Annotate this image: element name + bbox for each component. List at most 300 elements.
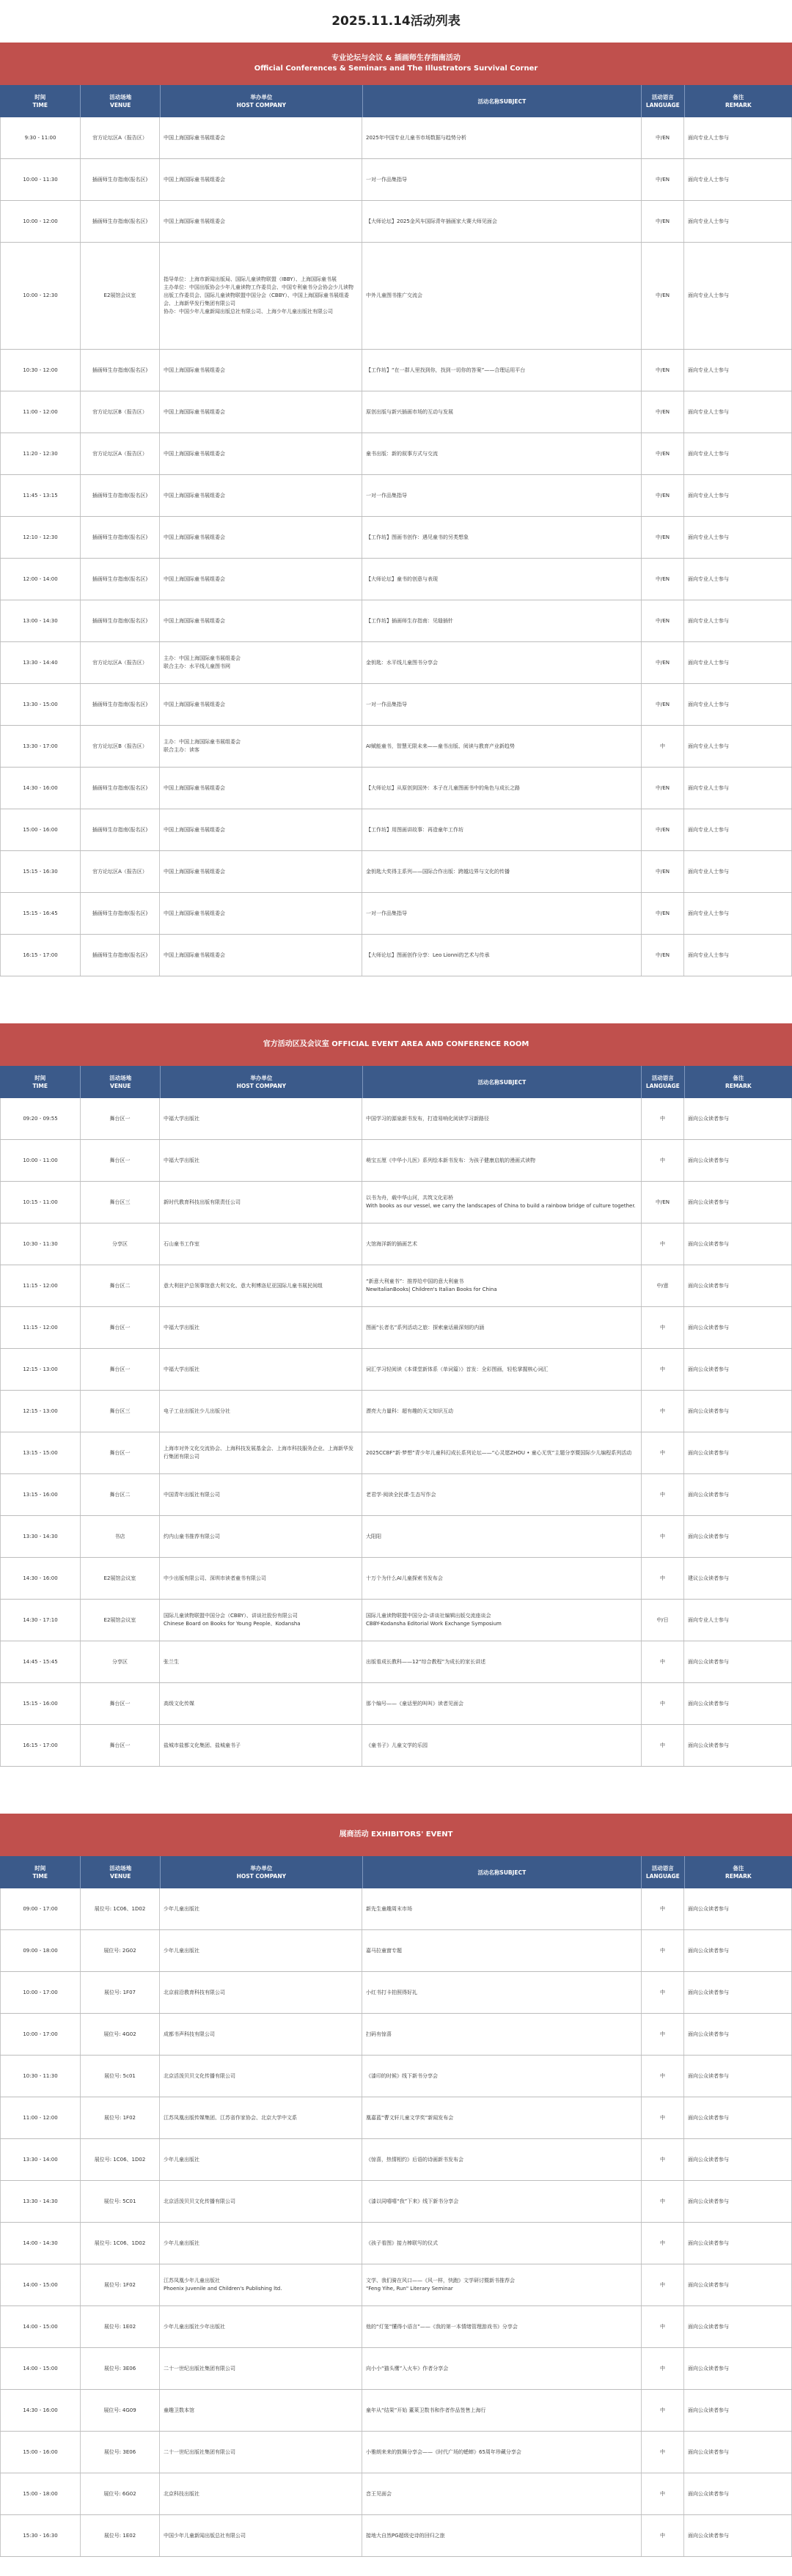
time-cell-text: 10:30 - 11:30 xyxy=(23,2072,58,2079)
header-subject xyxy=(363,1066,642,1098)
time-cell-text: 13:30 - 14:30 xyxy=(23,2198,58,2204)
subject-cell-text: 金钥匙大奖得主系列——国际合作出版：跨越边界与文化的传播 xyxy=(366,868,510,875)
remark-cell-text: 面向公众读者参与 xyxy=(688,1533,729,1539)
language-cell-text: 中 xyxy=(660,1947,665,1954)
subject-cell-text: 【大师论坛】2025金风车国际青年插画家大赛大师见面会 xyxy=(366,218,497,224)
time-cell xyxy=(0,642,81,683)
venue-cell-text: 展位号: 1F02 xyxy=(104,2114,136,2121)
host-cell xyxy=(160,2390,362,2431)
remark-cell xyxy=(684,2348,792,2389)
venue-cell xyxy=(81,2139,160,2180)
venue-cell-text: 展位号: 1C06、1D02 xyxy=(94,2240,146,2246)
remark-cell xyxy=(684,642,792,683)
header-label-cn: 活动场地 xyxy=(109,1075,132,1081)
header-time xyxy=(0,1066,81,1098)
venue-cell-text: 分享区 xyxy=(112,1658,128,1665)
section-title-en: Official Conferences & Seminars and The Illustrators Survival Corner xyxy=(254,65,538,73)
table-row xyxy=(0,1307,792,1349)
time-cell-text: 16:15 - 17:00 xyxy=(23,952,58,958)
remark-cell-text: 面向公众读者参与 xyxy=(688,2072,729,2079)
header-label-en: TIME xyxy=(32,1873,48,1880)
time-cell-text: 13:30 - 14:00 xyxy=(23,2156,58,2163)
host-cell xyxy=(160,1558,362,1599)
venue-cell-text: 插画师生存指南(报名区) xyxy=(92,176,148,183)
table-header xyxy=(0,85,792,117)
time-cell-text: 10:00 - 17:00 xyxy=(23,2031,58,2037)
table-row xyxy=(0,2014,792,2056)
subject-cell-text: AI赋能童书，智慧无限未来——童书出版、阅读与教育产业新趋势 xyxy=(366,743,515,749)
table-row xyxy=(0,2348,792,2390)
remark-cell xyxy=(684,1140,792,1181)
host-cell-text: 二十一世纪出版社集团有限公司 xyxy=(164,2365,235,2371)
remark-cell-text: 面向专业人士参与 xyxy=(688,1616,729,1623)
venue-cell xyxy=(81,2515,160,2556)
subject-cell-text: 大阳阳 xyxy=(366,1533,381,1539)
remark-cell xyxy=(684,1391,792,1432)
host-cell xyxy=(160,475,362,516)
time-cell xyxy=(0,809,81,850)
remark-cell xyxy=(684,1641,792,1682)
host-cell xyxy=(160,391,362,433)
header-label-en: VENUE xyxy=(110,1873,131,1880)
language-cell xyxy=(642,2515,684,2556)
venue-cell xyxy=(81,243,160,349)
subject-cell-text: 【工作坊】“在一群人里找到你，找到一切你的答案”——合理运用平台 xyxy=(366,367,526,373)
remark-cell-text: 面向专业人士参与 xyxy=(688,176,729,183)
time-cell xyxy=(0,517,81,558)
venue-cell xyxy=(81,2432,160,2473)
remark-cell-text: 面向公众读者参与 xyxy=(688,2365,729,2371)
subject-cell xyxy=(362,1307,642,1348)
language-cell xyxy=(642,935,684,976)
venue-cell-text: 展位号: 5C01 xyxy=(103,2198,136,2204)
venue-cell xyxy=(81,1223,160,1265)
header-label-cn: 时间 xyxy=(34,1865,46,1872)
language-cell-text: 中 xyxy=(660,1115,665,1122)
table-header xyxy=(0,1856,792,1888)
remark-cell xyxy=(684,475,792,516)
language-cell xyxy=(642,2306,684,2347)
venue-cell-text: 官方论坛区A（报告区） xyxy=(92,134,147,141)
subject-cell xyxy=(362,350,642,391)
time-cell xyxy=(0,726,81,767)
time-cell xyxy=(0,2432,81,2473)
table-row xyxy=(0,2097,792,2139)
time-cell-text: 15:15 - 16:00 xyxy=(23,1700,58,1707)
time-cell-text: 14:00 - 15:00 xyxy=(23,2365,58,2371)
subject-cell xyxy=(362,2139,642,2180)
remark-cell xyxy=(684,1683,792,1724)
remark-cell-text: 面向专业人士参与 xyxy=(688,826,729,833)
host-cell-text: 中福大学出版社 xyxy=(164,1324,199,1331)
remark-cell xyxy=(684,1725,792,1766)
host-cell xyxy=(160,2014,362,2055)
header-venue xyxy=(81,1066,161,1098)
venue-cell-text: 展位号: 5c01 xyxy=(104,2072,136,2079)
host-cell-text: 石山童书工作室 xyxy=(164,1240,199,1247)
language-cell xyxy=(642,243,684,349)
subject-cell xyxy=(362,2264,642,2305)
time-cell xyxy=(0,2223,81,2264)
subject-cell xyxy=(362,475,642,516)
subject-cell xyxy=(362,2181,642,2222)
host-cell xyxy=(160,1683,362,1724)
venue-cell xyxy=(81,935,160,976)
table-row xyxy=(0,726,792,768)
host-cell xyxy=(160,1972,362,2013)
language-cell-text: 中 xyxy=(660,1491,665,1498)
table-row xyxy=(0,1391,792,1432)
subject-cell-text: 中国学习的源泉新书发布，打造易响化阅读学习新路径 xyxy=(366,1115,489,1122)
time-cell-text: 15:15 - 16:30 xyxy=(23,868,58,875)
header-label-cn: 活动场地 xyxy=(109,1865,132,1872)
venue-cell-text: 展位号: 1C06、1D02 xyxy=(94,2156,146,2163)
time-cell xyxy=(0,1888,81,1929)
host-cell xyxy=(160,2056,362,2097)
time-cell-text: 09:00 - 17:00 xyxy=(23,1905,58,1912)
subject-cell xyxy=(362,1725,642,1766)
language-cell xyxy=(642,433,684,474)
venue-cell xyxy=(81,2097,160,2138)
host-cell xyxy=(160,2181,362,2222)
host-cell-text: 江苏凤凰出版传媒集团、江苏省作家协会、北京大学中文系 xyxy=(164,2114,297,2121)
host-cell xyxy=(160,851,362,892)
subject-cell-text: 《漆以同嘻嘻“我”下来》线下新书分享会 xyxy=(366,2198,459,2204)
time-cell xyxy=(0,1265,81,1306)
host-cell xyxy=(160,2432,362,2473)
subject-cell xyxy=(362,117,642,158)
time-cell-text: 14:30 - 16:00 xyxy=(23,1575,58,1581)
remark-cell xyxy=(684,201,792,242)
host-cell-text: 中国上海国际童书展组委会 xyxy=(164,408,225,415)
subject-cell xyxy=(362,1182,642,1223)
host-cell xyxy=(160,559,362,600)
subject-cell-text: 一对一作品集指导 xyxy=(366,910,407,916)
header-label-cn: 举办单位 xyxy=(250,94,273,100)
table-row xyxy=(0,433,792,475)
host-cell-text: 指导单位：上海市新闻出版局、国际儿童读物联盟（IBBY）、上海国际童书展 主办单位：中国出版协会少年儿童读物工作委员会、中国专利童书分会协会少儿读物出版工作委员会、国际儿童读物联盟中国分会（CBBY）、中国上海国际童书展组委会、上海新华发行集团有限公司 协办：中国少年儿童新闻出版总社有限公司、上海少年儿童出版社有限公司 xyxy=(164,276,353,314)
table-row xyxy=(0,475,792,517)
language-cell-text: 中 xyxy=(660,1658,665,1665)
time-cell-text: 10:00 - 11:30 xyxy=(23,176,58,183)
language-cell-text: 中/EN xyxy=(655,367,670,373)
language-cell xyxy=(642,600,684,641)
remark-cell xyxy=(684,600,792,641)
remark-cell xyxy=(684,1930,792,1971)
header-language xyxy=(642,1066,685,1098)
table-row xyxy=(0,642,792,684)
header-label-cn: 活动语言 xyxy=(651,1075,674,1081)
host-cell xyxy=(160,1182,362,1223)
host-cell xyxy=(160,1349,362,1390)
time-cell-text: 12:15 - 13:00 xyxy=(23,1407,58,1414)
venue-cell xyxy=(81,1349,160,1390)
venue-cell xyxy=(81,642,160,683)
host-cell-text: 中国上海国际童书展组委会 xyxy=(164,176,225,183)
language-cell-text: 中/EN xyxy=(655,408,670,415)
host-cell-text: 二十一世纪出版社集团有限公司 xyxy=(164,2448,235,2455)
language-cell xyxy=(642,159,684,200)
header-label: 活动名称SUBJECT xyxy=(477,97,527,105)
venue-cell-text: 展位号: 1F02 xyxy=(104,2281,136,2288)
language-cell xyxy=(642,201,684,242)
table-row xyxy=(0,935,792,976)
subject-cell-text: 【工作坊】图画书创作：遇见童书的另类想象 xyxy=(366,534,469,540)
time-cell-text: 13:30 - 15:00 xyxy=(23,701,58,707)
venue-cell-text: 舞台区一 xyxy=(109,1324,131,1331)
subject-cell xyxy=(362,1683,642,1724)
table-row xyxy=(0,517,792,559)
host-cell xyxy=(160,768,362,809)
venue-cell xyxy=(81,391,160,433)
venue-cell xyxy=(81,1432,160,1473)
subject-cell-text: 【大师论坛】童书的创意与表现 xyxy=(366,575,438,582)
remark-cell xyxy=(684,1474,792,1515)
time-cell-text: 13:30 - 14:30 xyxy=(23,1533,58,1539)
host-cell xyxy=(160,2515,362,2556)
host-cell xyxy=(160,2264,362,2305)
language-cell-text: 中 xyxy=(660,2365,665,2371)
remark-cell-text: 面向公众读者参与 xyxy=(688,2490,729,2497)
venue-cell-text: 展位号: 6G02 xyxy=(103,2490,136,2497)
venue-cell-text: 分享区 xyxy=(112,1240,128,1247)
time-cell xyxy=(0,2306,81,2347)
subject-cell-text: “新意大利童书”：推荐给中国的意大利童书 NewItalianBooks| Children's Italian Books for China xyxy=(366,1278,497,1292)
language-cell-text: 中 xyxy=(660,743,665,749)
host-cell-text: 北京科技出版社 xyxy=(164,2490,199,2497)
remark-cell xyxy=(684,893,792,934)
time-cell-text: 14:00 - 14:30 xyxy=(23,2240,58,2246)
remark-cell-text: 面向公众读者参与 xyxy=(688,2114,729,2121)
venue-cell xyxy=(81,159,160,200)
subject-cell xyxy=(362,1098,642,1139)
language-cell xyxy=(642,1223,684,1265)
language-cell xyxy=(642,768,684,809)
host-cell-text: 北京活泼贝贝文化传播有限公司 xyxy=(164,2072,235,2079)
subject-cell-text: 新先生童趣周末市场 xyxy=(366,1905,412,1912)
venue-cell-text: E2展馆会议室 xyxy=(103,1575,136,1581)
subject-cell-text: 他的“灯笼”懂得小语言”——《我的第一本情绪管理游戏书》分享会 xyxy=(366,2323,518,2330)
table-row xyxy=(0,1972,792,2014)
time-cell xyxy=(0,433,81,474)
time-cell xyxy=(0,159,81,200)
host-cell-text: 约内山童书推荐有限公司 xyxy=(164,1533,220,1539)
remark-cell-text: 面向公众读者参与 xyxy=(688,1157,729,1163)
language-cell-text: 中 xyxy=(660,1905,665,1912)
venue-cell xyxy=(81,1182,160,1223)
host-cell-text: 主办：中国上海国际童书展组委会 联合主办：水平线儿童图书网 xyxy=(164,655,241,669)
venue-cell xyxy=(81,1558,160,1599)
host-cell xyxy=(160,726,362,767)
host-cell-text: 中国上海国际童书展组委会 xyxy=(164,575,225,582)
remark-cell xyxy=(684,159,792,200)
header-remark xyxy=(685,1856,792,1888)
host-cell-text: 少年儿童出版社 xyxy=(164,1905,199,1912)
venue-cell xyxy=(81,1641,160,1682)
language-cell-text: 中/意 xyxy=(656,1282,669,1289)
time-cell xyxy=(0,117,81,158)
host-cell xyxy=(160,117,362,158)
subject-cell-text: 图画“长者名”系列活动之旅：探索童话最深刻的内涵 xyxy=(366,1324,485,1331)
time-cell-text: 10:30 - 12:00 xyxy=(23,367,58,373)
remark-cell xyxy=(684,1558,792,1599)
host-cell-text: 中国上海国际童书展组委会 xyxy=(164,218,225,224)
host-cell-text: 成都书声科技有限公司 xyxy=(164,2031,215,2037)
remark-cell xyxy=(684,2473,792,2514)
language-cell-text: 中 xyxy=(660,2156,665,2163)
language-cell xyxy=(642,893,684,934)
host-cell-text: 盐城市盐都文化集团、盐城童书子 xyxy=(164,1742,241,1748)
subject-cell-text: 音王见面会 xyxy=(366,2490,392,2497)
remark-cell-text: 面向专业人士参与 xyxy=(688,367,729,373)
table-row xyxy=(0,559,792,600)
subject-cell-text: 金钥匙：水平线儿童图书分享会 xyxy=(366,659,438,666)
venue-cell-text: 展位号: 3E06 xyxy=(103,2365,136,2371)
host-cell xyxy=(160,809,362,850)
subject-cell xyxy=(362,2515,642,2556)
language-cell-text: 中 xyxy=(660,2072,665,2079)
subject-cell xyxy=(362,1641,642,1682)
subject-cell-text: 嘉马拉童窗专题 xyxy=(366,1947,402,1954)
host-cell xyxy=(160,1641,362,1682)
language-cell xyxy=(642,1600,684,1641)
header-subject xyxy=(363,85,642,117)
time-cell-text: 16:15 - 17:00 xyxy=(23,1742,58,1748)
language-cell-text: 中 xyxy=(660,2532,665,2539)
time-cell-text: 11:20 - 12:30 xyxy=(23,450,58,457)
remark-cell-text: 面向专业人士参与 xyxy=(688,450,729,457)
language-cell xyxy=(642,1725,684,1766)
table-row xyxy=(0,851,792,893)
venue-cell-text: 舞台区一 xyxy=(109,1449,131,1456)
venue-cell xyxy=(81,2223,160,2264)
subject-cell-text: 《漆印的时候》线下新书分享会 xyxy=(366,2072,438,2079)
table-row xyxy=(0,350,792,391)
venue-cell-text: 插画师生存指南(报名区) xyxy=(92,218,148,224)
subject-cell xyxy=(362,1930,642,1971)
host-cell xyxy=(160,1516,362,1557)
subject-cell xyxy=(362,2014,642,2055)
language-cell xyxy=(642,642,684,683)
language-cell-text: 中 xyxy=(660,1742,665,1748)
time-cell xyxy=(0,1683,81,1724)
subject-cell xyxy=(362,1265,642,1306)
subject-cell-text: 文学、我们骑在风口——《风一样，快跑》文学研讨暨新书推荐会 "Feng Yihe, Run" Literary Seminar xyxy=(366,2278,515,2292)
host-cell xyxy=(160,2097,362,2138)
time-cell-text: 14:00 - 15:00 xyxy=(23,2281,58,2288)
venue-cell-text: E2展馆会议室 xyxy=(103,292,136,298)
table-row xyxy=(0,1223,792,1265)
language-cell xyxy=(642,2390,684,2431)
header-label-cn: 活动语言 xyxy=(651,94,674,100)
remark-cell-text: 面向专业人士参与 xyxy=(688,492,729,498)
table-row xyxy=(0,1432,792,1474)
language-cell xyxy=(642,1558,684,1599)
event-section xyxy=(0,43,792,1023)
venue-cell-text: E2展馆会议室 xyxy=(103,1616,136,1623)
table-row xyxy=(0,809,792,851)
time-cell xyxy=(0,851,81,892)
venue-cell-text: 舞台区一 xyxy=(109,1157,131,1163)
header-label-en: TIME xyxy=(32,1083,48,1089)
language-cell-text: 中 xyxy=(660,1366,665,1372)
time-cell xyxy=(0,1972,81,2013)
header-label-en: HOST COMPANY xyxy=(236,102,287,108)
subject-cell xyxy=(362,1432,642,1473)
header-remark xyxy=(685,1066,792,1098)
subject-cell-text: 一对一作品集指导 xyxy=(366,176,407,183)
venue-cell xyxy=(81,684,160,725)
time-cell-text: 12:10 - 12:30 xyxy=(23,534,58,540)
remark-cell xyxy=(684,2181,792,2222)
language-cell xyxy=(642,1930,684,1971)
host-cell-text: 少年儿童出版社少年出版社 xyxy=(164,2323,225,2330)
host-cell xyxy=(160,1474,362,1515)
language-cell xyxy=(642,851,684,892)
subject-cell-text: 老君学·阅读全民课·生态写作会 xyxy=(366,1491,436,1498)
venue-cell xyxy=(81,726,160,767)
table-row xyxy=(0,893,792,935)
host-cell-text: 主办：中国上海国际童书展组委会 联合主办：读客 xyxy=(164,739,241,753)
host-cell xyxy=(160,1725,362,1766)
language-cell xyxy=(642,809,684,850)
time-cell xyxy=(0,1516,81,1557)
time-cell xyxy=(0,768,81,809)
language-cell-text: 中/EN xyxy=(655,450,670,457)
language-cell-text: 中 xyxy=(660,1989,665,1995)
remark-cell xyxy=(684,2056,792,2097)
remark-cell xyxy=(684,1600,792,1641)
remark-cell-text: 面向专业人士参与 xyxy=(688,134,729,141)
subject-cell xyxy=(362,1516,642,1557)
subject-cell-text: 以书为舟，载中华山河，共筑文化彩桥 With books as our vessel, we carry the landscapes of China to build a rainbow bridge of culture together. xyxy=(366,1195,636,1209)
venue-cell-text: 舞台区三 xyxy=(109,1199,131,1205)
remark-cell-text: 面向公众读者参与 xyxy=(688,1947,729,1954)
remark-cell-text: 面向专业人士参与 xyxy=(688,784,729,791)
header-host xyxy=(161,85,363,117)
table-row xyxy=(0,2515,792,2557)
subject-cell xyxy=(362,159,642,200)
time-cell xyxy=(0,2348,81,2389)
language-cell xyxy=(642,1391,684,1432)
language-cell xyxy=(642,2056,684,2097)
host-cell xyxy=(160,1140,362,1181)
header-label-en: VENUE xyxy=(110,102,131,108)
subject-cell-text: 中外儿童图书推广交流会 xyxy=(366,292,422,298)
remark-cell-text: 面向公众读者参与 xyxy=(688,1700,729,1707)
venue-cell xyxy=(81,350,160,391)
host-cell xyxy=(160,893,362,934)
subject-cell xyxy=(362,1558,642,1599)
host-cell xyxy=(160,201,362,242)
subject-cell xyxy=(362,517,642,558)
remark-cell xyxy=(684,1223,792,1265)
host-cell-text: 少年儿童出版社 xyxy=(164,2156,199,2163)
remark-cell xyxy=(684,1182,792,1223)
time-cell xyxy=(0,1600,81,1641)
header-time xyxy=(0,1856,81,1888)
remark-cell-text: 面向公众读者参与 xyxy=(688,1742,729,1748)
time-cell xyxy=(0,1391,81,1432)
header-label-cn: 活动语言 xyxy=(651,1865,674,1872)
host-cell-text: 江苏凤凰少年儿童出版社 Phoenix Juvenile and Children's Publishing ltd. xyxy=(164,2278,282,2292)
remark-cell-text: 面向专业人士参与 xyxy=(688,218,729,224)
header-host xyxy=(161,1856,363,1888)
host-cell xyxy=(160,243,362,349)
remark-cell xyxy=(684,1307,792,1348)
host-cell-text: 电子工业出版社少儿出版分社 xyxy=(164,1407,230,1414)
subject-cell xyxy=(362,1600,642,1641)
